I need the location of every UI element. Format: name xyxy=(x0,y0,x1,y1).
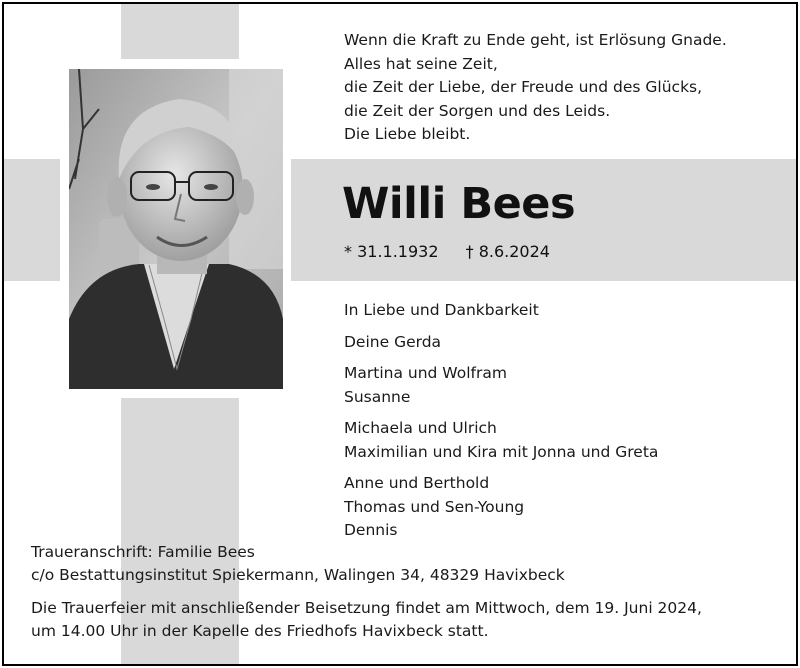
cross-horizontal-left xyxy=(4,159,60,281)
mourner-name: Maximilian und Kira mit Jonna und Greta xyxy=(344,442,659,461)
poem-line: Alles hat seine Zeit, xyxy=(344,54,498,73)
funeral-line: um 14.00 Uhr in der Kapelle des Friedhofs Havixbeck statt. xyxy=(31,621,489,640)
poem-line: die Zeit der Liebe, der Freude und des Glücks, xyxy=(344,78,703,96)
mourner-name: Deine Gerda xyxy=(344,332,442,351)
mourner-name: Susanne xyxy=(344,387,411,406)
address-line: Traueranschrift: Familie Bees xyxy=(31,543,255,561)
address-line: c/o Bestattungsinstitut Spiekermann, Walingen 34, 48329 Havixbeck xyxy=(31,565,565,584)
mourners-intro: In Liebe und Dankbarkeit xyxy=(344,301,539,319)
funeral-notice xyxy=(31,597,702,642)
life-dates xyxy=(344,242,550,261)
mourner-name: Michaela und Ulrich xyxy=(344,419,497,437)
poem-line: Wenn die Kraft zu Ende geht, ist Erlösung Gnade. xyxy=(344,31,727,49)
poem xyxy=(344,29,727,147)
death-date: † 8.6.2024 xyxy=(465,242,550,261)
portrait-photo xyxy=(69,69,283,389)
poem-line: die Zeit der Sorgen und des Leids. xyxy=(344,101,611,120)
deceased-name: Willi Bees xyxy=(342,179,576,229)
mourners-list xyxy=(344,299,658,551)
mourner-name: Martina und Wolfram xyxy=(344,364,507,382)
poem-line: Die Liebe bleibt. xyxy=(344,125,471,143)
mourner-name: Thomas und Sen-Young xyxy=(344,497,525,516)
mourner-name: Anne und Berthold xyxy=(344,474,490,492)
mourner-name: Dennis xyxy=(344,521,398,539)
obituary-frame xyxy=(2,2,798,666)
birth-date: * 31.1.1932 xyxy=(344,242,439,261)
funeral-line: Die Trauerfeier mit anschließender Beisetzung findet am Mittwoch, dem 19. Juni 2024, xyxy=(31,599,702,617)
mourning-address xyxy=(31,541,565,586)
cross-vertical-top xyxy=(121,4,239,59)
